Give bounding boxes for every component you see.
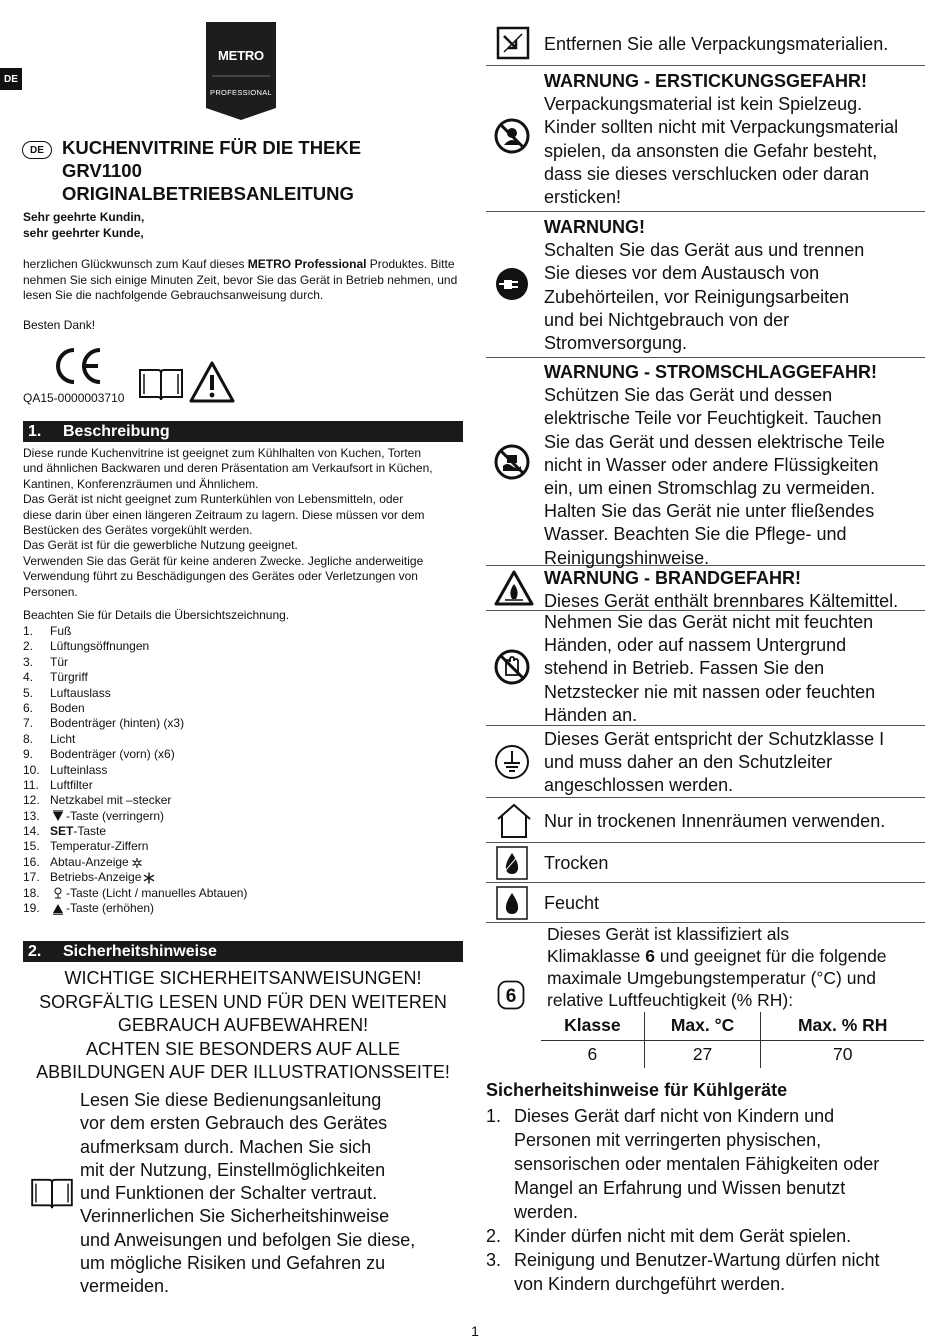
decrease-arrow-icon — [52, 810, 64, 822]
item-number: 2. — [486, 1226, 502, 1246]
description-line: Kantinen, Konferenzräumen und Ähnlichem. — [23, 476, 259, 491]
list-item — [23, 747, 247, 762]
warning-line: Sie dieses vor dem Austausch von — [544, 263, 820, 284]
warning-line: Dieses Gerät enthält brennbares Kältemittel. — [544, 591, 899, 612]
warning-line: Schützen Sie das Gerät und dessen — [544, 385, 833, 406]
remove-packaging-icon — [496, 26, 530, 60]
table-cell: 70 — [761, 1040, 924, 1068]
item-label: Abtau-Anzeige — [50, 854, 129, 869]
warning-line: Kinder sollten nicht mit Verpackungsmaterial — [544, 117, 899, 138]
read-line: und Anweisungen und befolgen Sie diese, — [80, 1229, 416, 1250]
item-line: sensorischen oder mentalen Fähigkeiten oder — [514, 1154, 880, 1174]
suffocation-text — [544, 70, 926, 209]
description-line: Verwenden Sie das Gerät für keine anderen Zwecke. Jegliche anderweitige — [23, 553, 424, 568]
list-item — [23, 624, 247, 639]
document-title — [62, 136, 361, 205]
item-line: werden. — [514, 1202, 579, 1222]
table-header: Max. °C — [644, 1012, 761, 1040]
info-line: und muss daher an den Schutzleiter — [544, 752, 833, 773]
cooling-safety-title: Sicherheitshinweise für Kühlgeräte — [486, 1080, 788, 1100]
climate-class-badge — [497, 980, 525, 1010]
language-code-badge: DE — [22, 141, 52, 159]
title-line: ORIGINALBETRIEBSANLEITUNG — [62, 183, 354, 204]
wet-hands-text — [544, 611, 926, 727]
description-text — [23, 446, 463, 600]
item-label: Fuß — [50, 624, 72, 638]
intro-brand: METRO Professional — [247, 257, 367, 271]
indoor-use-row — [486, 798, 925, 843]
warning-line: und bei Nichtgebrauch von der — [544, 309, 790, 330]
description-line: Diese runde Kuchenvitrine ist geeignet zum Kühlhalten von Kuchen, Torten — [23, 446, 422, 460]
notice-line: ACHTEN SIE BESONDERS AUF ALLE — [85, 1038, 401, 1059]
warning-line: elektrische Teile vor Feuchtigkeit. Tauchen — [544, 408, 882, 429]
light-defrost-icon — [52, 887, 64, 899]
important-safety-notice — [20, 967, 466, 1085]
item-number: 13. — [23, 808, 40, 823]
list-item — [486, 1224, 926, 1248]
metro-professional-logo — [206, 22, 276, 120]
item-label: Tür — [50, 654, 68, 669]
description-line: und ähnlichen Backwaren und deren Präsentation am Verkaufsort in Küchen, — [23, 461, 433, 476]
item-number: 4. — [23, 670, 34, 685]
item-label: -Taste — [73, 824, 107, 839]
dry-condition-icon — [496, 846, 528, 880]
section-header-safety — [23, 941, 463, 962]
climate-line: maximale Umgebungstemperatur (°C) und — [547, 968, 876, 988]
list-item — [23, 870, 247, 885]
increase-arrow-icon — [52, 903, 64, 915]
intro-text: Produktes. Bitte nehmen Sie sich einige Minuten Zeit, bevor Sie das Gerät in Betrieb nehmen, und lesen Sie die nachfolgende Gebrauchsanweisung durch. — [23, 257, 458, 302]
greeting-line: Sehr geehrte Kundin, — [23, 210, 145, 224]
overview-note: Beachten Sie für Details die Übersichtszeichnung. — [23, 608, 290, 622]
warning-line: Händen, oder auf nassem Untergrund — [544, 635, 847, 656]
page-number: 1 — [471, 1323, 479, 1339]
warning-line: Schalten Sie das Gerät aus und trennen — [544, 240, 865, 261]
climate-class-text — [547, 923, 927, 1011]
item-number: 7. — [23, 716, 34, 731]
item-line: von Kindern durchgeführt werden. — [514, 1274, 786, 1294]
item-label-bold: SET — [50, 824, 74, 839]
ground-protection-icon — [494, 744, 530, 780]
unplug-icon — [494, 266, 530, 302]
table-header-row — [541, 1012, 924, 1040]
list-item — [23, 701, 247, 716]
section-title: Beschreibung — [63, 422, 170, 440]
cooling-safety-list — [486, 1104, 926, 1296]
snowflake-icon — [143, 872, 155, 884]
warning-title: WARNUNG - BRANDGEFAHR! — [544, 568, 801, 588]
read-line: vor dem ersten Gebrauch des Gerätes — [80, 1113, 388, 1134]
warning-line: nicht in Wasser oder andere Flüssigkeiten — [544, 454, 879, 475]
item-line: Personen mit verringerten physischen, — [514, 1130, 822, 1150]
item-label: -Taste (Licht / manuelles Abtauen) — [66, 885, 248, 900]
list-item — [486, 1248, 926, 1296]
read-line: aufmerksam durch. Machen Sie sich — [80, 1136, 372, 1157]
dry-text: Trocken — [544, 853, 609, 873]
section-header-description — [23, 421, 463, 442]
read-line: Lesen Sie diese Bedienungsanleitung — [80, 1090, 382, 1110]
climate-line: relative Luftfeuchtigkeit (% RH): — [547, 990, 794, 1010]
suffocation-warning-row — [486, 66, 925, 212]
description-line: Das Gerät ist nicht geeignet zum Runterkühlen von Lebensmitteln, oder — [23, 492, 404, 507]
table-cell: 6 — [587, 1043, 598, 1064]
item-label: Türgriff — [50, 670, 88, 685]
read-line: vermeiden. — [80, 1276, 170, 1297]
flammable-warning-icon — [494, 570, 534, 606]
warning-line: Reinigungshinweise. — [544, 547, 710, 568]
climate-text: Klimaklasse — [547, 946, 646, 966]
description-line: Personen. — [23, 584, 78, 599]
read-line: um mögliche Risiken und Gefahren zu — [80, 1253, 386, 1274]
item-number: 6. — [23, 700, 34, 715]
item-line: Mangel an Erfahrung und Wissen benutzt — [514, 1178, 846, 1198]
indoor-use-text: Nur in trockenen Innenräumen verwenden. — [544, 811, 886, 831]
warning-line: spielen, da ansonsten die Gefahr besteht, — [544, 140, 878, 161]
read-manual-text — [80, 1089, 460, 1299]
read-line: mit der Nutzung, Einstellmöglichkeiten — [80, 1159, 386, 1180]
table-header: Klasse — [541, 1012, 644, 1040]
packaging-text: Entfernen Sie alle Verpackungsmaterialien. — [544, 34, 889, 54]
item-number: 3. — [486, 1250, 502, 1270]
list-item — [23, 793, 247, 808]
title-line: GRV1100 — [62, 160, 142, 181]
language-tab: DE — [0, 68, 22, 90]
item-number: 19. — [23, 901, 40, 916]
table-row — [541, 1040, 924, 1068]
indoor-house-icon — [494, 803, 534, 839]
wet-hands-warning-row — [486, 611, 925, 726]
list-item — [486, 1104, 926, 1224]
electric-shock-text — [544, 361, 926, 570]
item-label: Lüftungsöffnungen — [50, 639, 150, 654]
warning-line: dass sie dieses verschlucken oder daran — [544, 163, 870, 184]
defrost-icon — [131, 857, 143, 869]
list-item — [23, 686, 247, 701]
info-line: Dieses Gerät entspricht der Schutzklasse I — [544, 729, 885, 749]
qa-code: QA15-0000003710 — [23, 391, 125, 405]
warning-line: Wasser. Beachten Sie die Pflege- und — [544, 524, 847, 545]
climate-badge-number: 6 — [505, 986, 517, 1007]
list-item — [23, 732, 247, 747]
fire-warning-row — [486, 566, 925, 611]
list-item — [23, 716, 247, 731]
thanks-text: Besten Dank! — [23, 318, 96, 332]
parts-list — [23, 624, 247, 916]
item-line: Kinder dürfen nicht mit dem Gerät spielen. — [514, 1226, 852, 1246]
warning-line: Nehmen Sie das Gerät nicht mit feuchten — [544, 612, 874, 632]
electric-shock-warning-row — [486, 358, 925, 566]
protection-class-row — [486, 726, 925, 798]
item-number: 1. — [23, 624, 34, 638]
warning-triangle-icon — [188, 360, 236, 404]
item-label: Luftfilter — [50, 777, 93, 792]
list-item — [23, 639, 247, 654]
read-manual-icon — [30, 1176, 74, 1210]
warning-line: stehend in Betrieb. Fassen Sie den — [544, 658, 825, 679]
no-plastic-bag-icon — [494, 118, 530, 154]
description-line: Verwendung führt zu Beschädigungen des Gerätes oder Verletzungen von — [23, 569, 418, 584]
item-number: 1. — [486, 1106, 502, 1126]
list-item — [23, 886, 247, 901]
description-line: Das Gerät ist für die gewerbliche Nutzung geeignet. — [23, 538, 298, 553]
title-line: KUCHENVITRINE FÜR DIE THEKE — [62, 137, 362, 158]
climate-line — [547, 945, 927, 967]
list-item — [23, 763, 247, 778]
warning-line: Halten Sie das Gerät nie unter fließendes — [544, 501, 875, 522]
item-label: Lufteinlass — [50, 762, 108, 777]
read-manual-icon — [138, 366, 184, 402]
item-line: Reinigung und Benutzer-Wartung dürfen nicht — [514, 1250, 880, 1270]
warning-line: Verpackungsmaterial ist kein Spielzeug. — [544, 94, 863, 115]
notice-line: WICHTIGE SICHERHEITSANWEISUNGEN! — [64, 968, 422, 988]
item-label: Luftauslass — [50, 685, 111, 700]
item-number: 3. — [23, 654, 34, 669]
unplug-text — [544, 216, 926, 355]
description-line: Bestücken des Gerätes vorgekühlt werden. — [23, 523, 253, 538]
description-line: diese darin über einen längeren Zeitraum zu lagern. Diese müssen vor dem — [23, 507, 425, 522]
climate-class-number: 6 — [645, 946, 655, 966]
list-item — [23, 778, 247, 793]
wet-text: Feucht — [544, 893, 600, 913]
item-label: Bodenträger (hinten) (x3) — [50, 716, 185, 731]
section-number: 2. — [28, 942, 42, 960]
intro-paragraph — [23, 257, 463, 304]
warning-title: WARNUNG - ERSTICKUNGSGEFAHR! — [544, 71, 867, 91]
climate-table — [541, 1012, 924, 1068]
notice-line: SORGFÄLTIG LESEN UND FÜR DEN WEITEREN — [39, 991, 447, 1012]
item-number: 15. — [23, 839, 40, 854]
list-item — [23, 824, 247, 839]
item-number: 2. — [23, 639, 34, 654]
item-number: 10. — [23, 762, 40, 777]
item-number: 11. — [23, 777, 39, 792]
list-item — [23, 670, 247, 685]
item-number: 8. — [23, 731, 34, 746]
item-number: 18. — [23, 885, 40, 900]
list-item — [23, 655, 247, 670]
item-number: 12. — [23, 793, 40, 808]
list-item — [23, 809, 247, 824]
warning-line: Netzstecker nie mit nassen oder feuchten — [544, 681, 876, 702]
list-item — [23, 855, 247, 870]
list-item — [23, 901, 247, 916]
logo-subtitle: PROFESSIONAL — [210, 88, 272, 97]
warning-line: ein, um einen Stromschlag zu vermeiden. — [544, 478, 876, 499]
fire-text — [544, 567, 926, 613]
wet-row — [486, 883, 925, 923]
dry-row — [486, 843, 925, 883]
notice-line: GEBRAUCH AUFBEWAHREN! — [117, 1015, 369, 1035]
item-label: Bodenträger (vorn) (x6) — [50, 747, 175, 762]
greeting — [23, 210, 144, 241]
warning-line: Stromversorgung. — [544, 333, 688, 354]
info-line: angeschlossen werden. — [544, 775, 734, 796]
item-label: Temperatur-Ziffern — [50, 839, 149, 854]
protection-class-text — [544, 728, 926, 798]
climate-text: und geeignet für die folgende — [654, 946, 887, 966]
warning-title: WARNUNG! — [544, 217, 645, 237]
warning-line: ersticken! — [544, 187, 622, 208]
notice-line: ABBILDUNGEN AUF DER ILLUSTRATIONSSEITE! — [36, 1062, 450, 1082]
warning-title: WARNUNG - STROMSCHLAGGEFAHR! — [544, 362, 877, 382]
item-label: -Taste (verringern) — [66, 808, 165, 823]
read-line: Verinnerlichen Sie Sicherheitshinweise — [80, 1206, 390, 1227]
item-label: Netzkabel mit –stecker — [50, 793, 172, 808]
no-water-immersion-icon — [494, 444, 530, 480]
item-number: 14. — [23, 824, 40, 839]
item-label: Boden — [50, 700, 85, 715]
warning-line: Zubehörteilen, vor Reinigungsarbeiten — [544, 286, 850, 307]
unplug-warning-row — [486, 212, 925, 358]
warning-line: Sie das Gerät und dessen elektrische Teile — [544, 431, 885, 452]
packaging-row — [486, 22, 925, 66]
item-number: 5. — [23, 685, 34, 700]
warning-line: Händen an. — [544, 704, 638, 725]
item-label: Licht — [50, 731, 76, 746]
table-cell: 27 — [644, 1040, 761, 1068]
no-wet-hands-icon — [494, 649, 530, 685]
section-number: 1. — [28, 422, 42, 440]
logo-brand: METRO — [218, 48, 264, 63]
item-line: Dieses Gerät darf nicht von Kindern und — [514, 1106, 835, 1126]
greeting-line: sehr geehrter Kunde, — [23, 225, 144, 240]
climate-line: Dieses Gerät ist klassifiziert als — [547, 924, 790, 944]
item-number: 9. — [23, 747, 34, 762]
section-title: Sicherheitshinweise — [63, 942, 217, 960]
item-number: 16. — [23, 854, 40, 869]
list-item — [23, 839, 247, 854]
item-number: 17. — [23, 870, 40, 885]
ce-mark-icon — [52, 346, 104, 386]
read-line: und Funktionen der Schalter vertraut. — [80, 1183, 378, 1204]
intro-text: herzlichen Glückwunsch zum Kauf dieses — [23, 257, 248, 271]
item-label: -Taste (erhöhen) — [66, 901, 155, 916]
wet-condition-icon — [496, 886, 528, 920]
table-header: Max. % RH — [761, 1012, 924, 1040]
item-label: Betriebs-Anzeige — [50, 870, 142, 885]
